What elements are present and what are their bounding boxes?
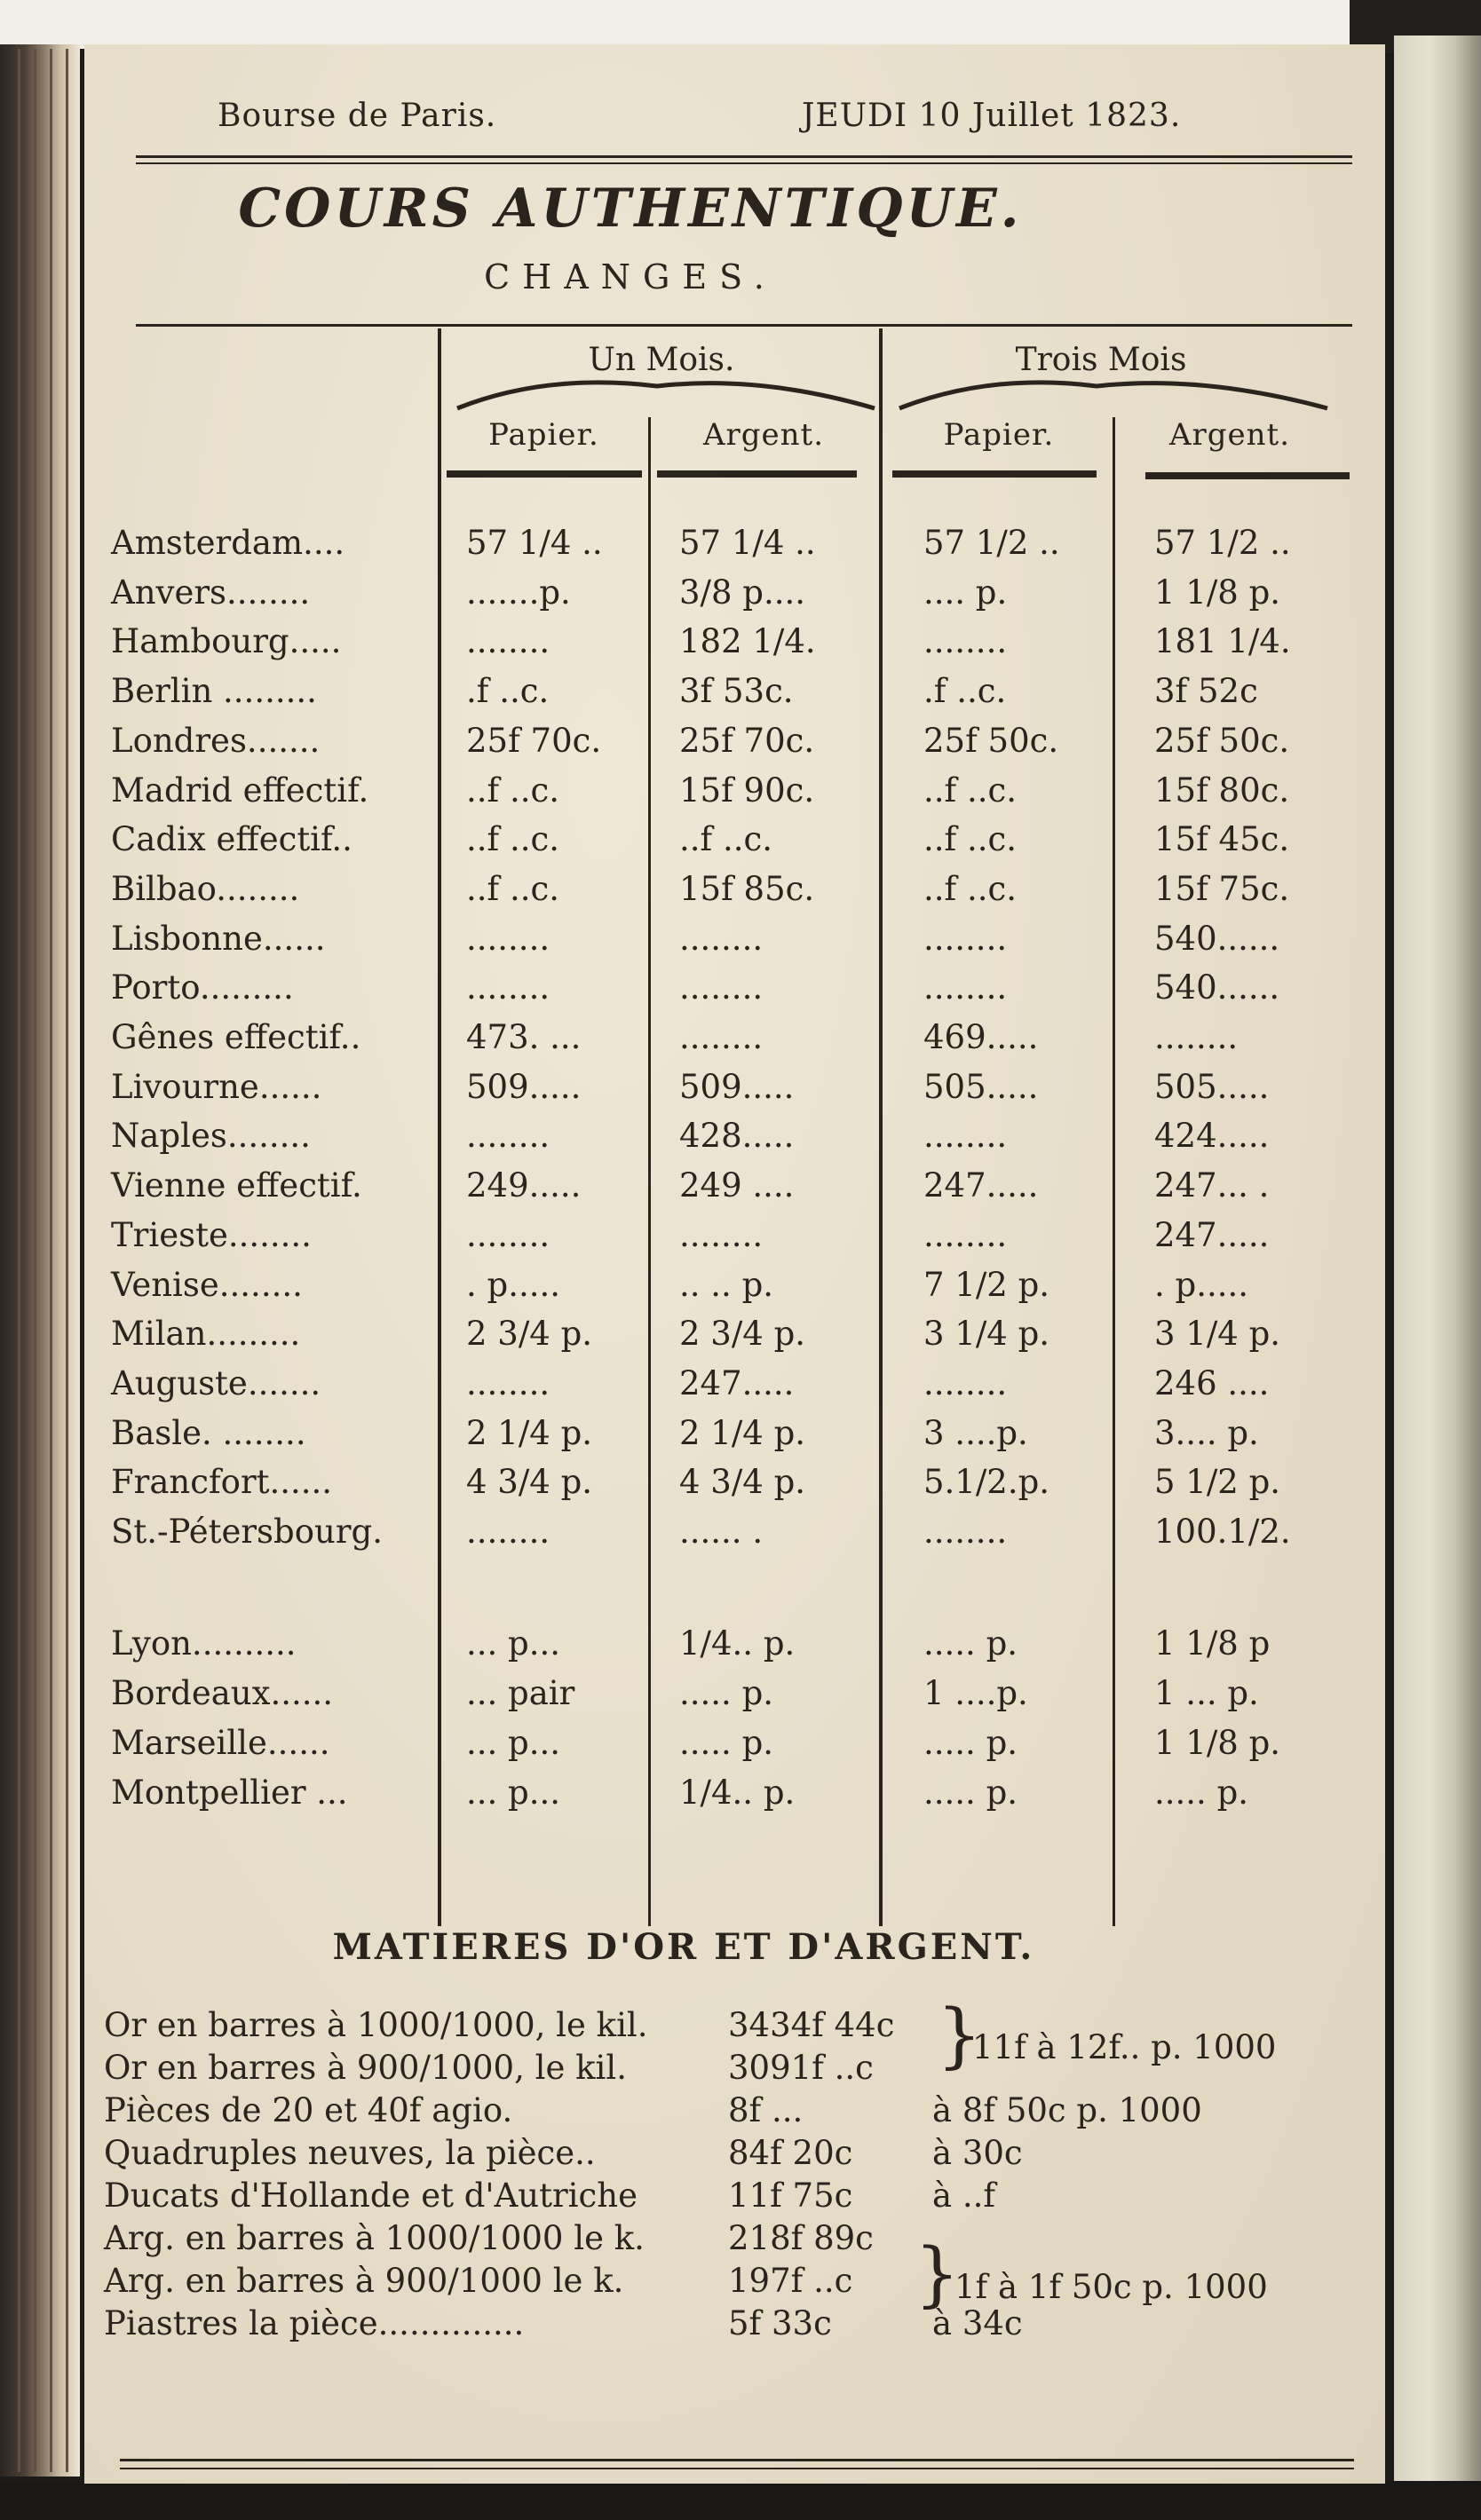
row-cell: .... p. (923, 573, 1008, 612)
row-cell: ........ (923, 622, 1008, 661)
brace-silver-range: 1f à 1f 50c p. 1000 (954, 2268, 1268, 2306)
col-heading-argent-3: Argent. (1168, 417, 1291, 453)
document-page (84, 44, 1385, 2484)
row-cell: . p..... (1154, 1265, 1249, 1304)
row-cell: 57 1/2 .. (1154, 524, 1291, 562)
row-cell: ... pair (466, 1674, 575, 1712)
row-cell: 509..... (466, 1067, 582, 1106)
group-heading-trois-mois: Trois Mois (1015, 342, 1187, 378)
row-city: Cadix effectif.. (111, 820, 352, 859)
row-cell: 25f 50c. (1154, 721, 1290, 760)
row-cell: 15f 75c. (1154, 869, 1290, 908)
row-city: Lyon.......... (111, 1624, 297, 1663)
row-cell: 540...... (1154, 919, 1280, 958)
row-cell: ..... p. (923, 1624, 1018, 1663)
header-left: Bourse de Paris. (218, 98, 497, 134)
row-cell: ........ (466, 622, 550, 661)
matiere-range: à 30c (932, 2134, 1023, 2172)
matiere-label: Arg. en barres à 1000/1000 le k. (104, 2219, 645, 2257)
matiere-range: à 8f 50c p. 1000 (932, 2091, 1202, 2129)
row-cell: ........ (679, 1018, 764, 1056)
row-city: Anvers........ (111, 573, 311, 612)
matiere-value: 11f 75c (728, 2176, 853, 2215)
page-stack-line (50, 49, 52, 2472)
row-cell: 182 1/4. (679, 622, 816, 661)
row-city: Auguste....... (111, 1363, 321, 1402)
matiere-label: Piastres la pièce.............. (104, 2304, 525, 2342)
footer-rule (120, 2459, 1354, 2461)
row-cell: 57 1/2 .. (923, 524, 1060, 562)
matiere-range: à 34c (932, 2304, 1023, 2342)
row-cell: 1 1/8 p (1154, 1624, 1271, 1663)
row-cell: 247..... (923, 1166, 1039, 1205)
row-city: Livourne...... (111, 1067, 322, 1106)
row-cell: ........ (679, 919, 764, 958)
row-cell: 1 ....p. (923, 1674, 1028, 1712)
row-cell: 181 1/4. (1154, 622, 1291, 661)
row-cell: 1 1/8 p. (1154, 1724, 1281, 1762)
row-cell: 15f 90c. (679, 770, 815, 810)
row-city: Berlin ......... (111, 672, 317, 711)
row-cell: ........ (679, 968, 764, 1007)
matiere-range: à ..f (932, 2176, 996, 2215)
matiere-value: 8f ... (728, 2091, 804, 2129)
row-cell: ........ (466, 1363, 550, 1402)
row-cell: ..f ..c. (923, 820, 1017, 859)
row-cell: 249 .... (679, 1166, 795, 1205)
row-city: Madrid effectif. (111, 770, 369, 810)
footer-rule (120, 2468, 1354, 2469)
brace-silver: } (915, 2232, 960, 2315)
row-cell: 469..... (923, 1018, 1039, 1056)
row-cell: 2 1/4 p. (679, 1413, 806, 1452)
row-city: Marseille...... (111, 1724, 330, 1762)
row-city: Trieste........ (111, 1215, 312, 1254)
row-cell: 247..... (679, 1363, 795, 1402)
row-city: Montpellier ... (111, 1773, 348, 1812)
matiere-label: Or en barres à 900/1000, le kil. (104, 2049, 627, 2087)
row-cell: 15f 80c. (1154, 770, 1290, 810)
matiere-label: Pièces de 20 et 40f agio. (104, 2091, 513, 2129)
row-cell: 3 1/4 p. (1154, 1315, 1281, 1354)
page-stack-line (66, 49, 68, 2472)
row-cell: 3 ....p. (923, 1413, 1028, 1452)
row-cell: 247..... (1154, 1215, 1270, 1254)
row-cell: ..f ..c. (466, 869, 559, 908)
row-cell: 15f 85c. (679, 869, 815, 908)
row-city: Gênes effectif.. (111, 1018, 361, 1056)
row-city: Venise........ (111, 1265, 303, 1304)
matieres-list (84, 44, 1385, 2441)
row-cell: 25f 50c. (923, 721, 1059, 760)
row-cell: 25f 70c. (679, 721, 815, 760)
brace-gold-range: 11f à 12f.. p. 1000 (972, 2028, 1277, 2066)
row-cell: 246 .... (1154, 1363, 1270, 1402)
row-cell: ........ (923, 919, 1008, 958)
matiere-value: 3434f 44c (728, 2006, 895, 2044)
row-cell: 57 1/4 .. (466, 524, 603, 562)
row-cell: 2 3/4 p. (679, 1315, 806, 1354)
row-city: Naples........ (111, 1117, 311, 1156)
row-cell: 505..... (923, 1067, 1039, 1106)
row-cell: ..... p. (923, 1773, 1018, 1812)
row-cell: ... p... (466, 1624, 561, 1663)
col-heading-papier-1: Papier. (488, 417, 599, 453)
row-cell: ........ (466, 1117, 550, 1156)
row-cell: 1/4.. p. (679, 1773, 796, 1812)
row-cell: ........ (679, 1215, 764, 1254)
row-city: Porto......... (111, 968, 294, 1007)
row-city: Amsterdam.... (111, 524, 345, 562)
row-cell: ..... p. (679, 1724, 774, 1762)
row-city: Basle. ........ (111, 1413, 306, 1452)
group-heading-un-mois: Un Mois. (588, 342, 735, 378)
row-cell: ..... p. (923, 1724, 1018, 1762)
row-cell: 428..... (679, 1117, 795, 1156)
row-cell: ........ (466, 1513, 550, 1551)
matiere-value: 218f 89c (728, 2219, 874, 2257)
row-cell: ..f ..c. (923, 869, 1017, 908)
row-cell: 1/4.. p. (679, 1624, 796, 1663)
col-heading-argent-1: Argent. (702, 417, 825, 453)
row-cell: ........ (923, 1513, 1008, 1551)
row-cell: 5 1/2 p. (1154, 1463, 1281, 1502)
row-cell: .......p. (466, 573, 571, 612)
row-cell: ........ (923, 1363, 1008, 1402)
matiere-label: Ducats d'Hollande et d'Autriche (104, 2176, 638, 2215)
row-cell: 505..... (1154, 1067, 1270, 1106)
matiere-value: 5f 33c (728, 2304, 832, 2342)
row-cell: ..f ..c. (679, 820, 772, 859)
row-cell: ...... . (679, 1513, 764, 1551)
col-heading-papier-3: Papier. (943, 417, 1055, 453)
matiere-value: 84f 20c (728, 2134, 853, 2172)
row-cell: ..f ..c. (466, 770, 559, 810)
row-cell: 424..... (1154, 1117, 1270, 1156)
row-cell: 249..... (466, 1166, 582, 1205)
row-cell: 25f 70c. (466, 721, 602, 760)
row-cell: . p..... (466, 1265, 561, 1304)
row-cell: ........ (923, 1117, 1008, 1156)
row-city: Lisbonne...... (111, 919, 326, 958)
row-city: Hambourg..... (111, 622, 342, 661)
top-edge (0, 0, 1350, 49)
book-edge-right (1394, 36, 1481, 2485)
row-cell: 473. ... (466, 1018, 582, 1056)
row-cell: 540...... (1154, 968, 1280, 1007)
row-cell: 247... . (1154, 1166, 1270, 1205)
row-city: Bilbao........ (111, 869, 300, 908)
row-city: St.-Pétersbourg. (111, 1513, 383, 1551)
row-city: Bordeaux...... (111, 1674, 334, 1712)
row-cell: ..f ..c. (466, 820, 559, 859)
row-cell: 4 3/4 p. (679, 1463, 806, 1502)
row-city: Londres....... (111, 721, 321, 760)
row-cell: 1 ... p. (1154, 1674, 1259, 1712)
row-cell: 2 1/4 p. (466, 1413, 593, 1452)
row-cell: 2 3/4 p. (466, 1315, 593, 1354)
row-cell: ........ (466, 919, 550, 958)
matieres-title: MATIERES D'OR ET D'ARGENT. (332, 1926, 1035, 1968)
row-cell: ..... p. (679, 1674, 774, 1712)
row-city: Milan......... (111, 1315, 301, 1354)
row-cell: ........ (923, 968, 1008, 1007)
matiere-value: 197f ..c (728, 2262, 853, 2300)
row-cell: 1 1/8 p. (1154, 573, 1281, 612)
page-subtitle: CHANGES. (484, 257, 777, 296)
brace-gold: } (937, 1994, 982, 2076)
row-cell: ... p... (466, 1773, 561, 1812)
row-cell: ..f ..c. (923, 770, 1017, 810)
row-cell: ........ (1154, 1018, 1239, 1056)
row-cell: 15f 45c. (1154, 820, 1290, 859)
matiere-label: Or en barres à 1000/1000, le kil. (104, 2006, 648, 2044)
row-cell: .f ..c. (923, 672, 1007, 711)
row-cell: 57 1/4 .. (679, 524, 816, 562)
matiere-label: Arg. en barres à 900/1000 le k. (104, 2262, 624, 2300)
row-cell: ... p... (466, 1724, 561, 1762)
row-city: Vienne effectif. (111, 1166, 362, 1205)
row-cell: 3f 52c (1154, 672, 1258, 711)
page-stack-line (18, 49, 20, 2472)
row-cell: 5.1/2.p. (923, 1463, 1050, 1502)
row-cell: .. .. p. (679, 1265, 774, 1304)
row-cell: 3 1/4 p. (923, 1315, 1050, 1354)
row-cell: ........ (923, 1215, 1008, 1254)
row-city: Francfort...... (111, 1463, 333, 1502)
row-cell: ........ (466, 968, 550, 1007)
row-cell: 3f 53c. (679, 672, 794, 711)
page-title: COURS AUTHENTIQUE. (238, 178, 1023, 240)
row-cell: 3.... p. (1154, 1413, 1259, 1452)
matiere-value: 3091f ..c (728, 2049, 874, 2087)
row-cell: 100.1/2. (1154, 1513, 1291, 1551)
page-stack-line (34, 49, 36, 2472)
row-cell: 7 1/2 p. (923, 1265, 1050, 1304)
row-cell: 4 3/4 p. (466, 1463, 593, 1502)
matiere-label: Quadruples neuves, la pièce.. (104, 2134, 596, 2172)
header-date: JEUDI 10 Juillet 1823. (802, 98, 1182, 134)
row-cell: 3/8 p.... (679, 573, 806, 612)
row-cell: ..... p. (1154, 1773, 1249, 1812)
row-cell: .f ..c. (466, 672, 550, 711)
row-cell: ........ (466, 1215, 550, 1254)
row-cell: 509..... (679, 1067, 795, 1106)
bottom-shadow (0, 2481, 1481, 2520)
